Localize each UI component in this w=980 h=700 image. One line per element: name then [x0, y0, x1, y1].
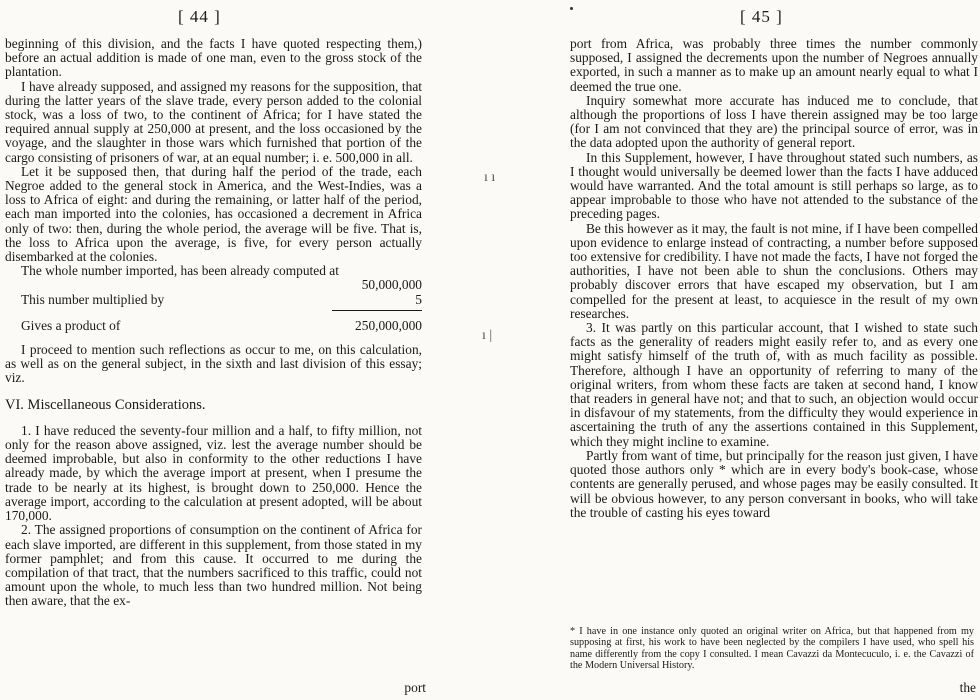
calc-value: 5 — [415, 291, 422, 307]
section-heading: VI. Miscellaneous Considerations. — [5, 396, 206, 413]
footnote: * I have in one instance only quoted an original writer on Africa, but that happened from my supposing at first, his work to have been neglected by the compilers I have used, who spell his name differently from the copy I consulted. I mean Cavazzi da Montecuculo, i. e. the Cavazzi of the Modern Universal History. — [570, 626, 974, 672]
paragraph: The whole number imported, has been already computed at — [21, 263, 339, 279]
page-number-left: [ 44 ] — [178, 7, 221, 26]
calculation — [5, 278, 422, 333]
paragraph: 3. It was partly on this particular account, that I wished to state such facts as the generality of readers might easily refer to, and as every one might satisfy himself of the truth of, with as much facility as possible. Therefore, although I have an opportunity of referring to many of the original writers, from whom these facts are taken at second hand, I know that readers in general have not; and that to such, an objection would occur in disfavour of my statements, from the difficulty they would experience in ascertaining the truth of any the assertions contained in this Supplement, which they might incline to examine. — [570, 320, 978, 449]
paragraph: I have already supposed, and assigned my reasons for the supposition, that during the latter years of the slave trade, every person added to the colonial stock, was a loss of two, to the continent of Africa; for I have stated the required annual supply at 250,000 at present, and the loss occasioned by the voyage, and the slaughter in those wars which furnished that portion of the cargo consisting of prisoners of war, at an equal number; i. e. 500,000 in all. — [5, 78, 422, 165]
paragraph: In this Supplement, however, I have throughout stated such numbers, as I thought would universally be deemed lower than the facts I have adduced would have warranted. And the total amount is still perhaps so large, as to appear improbable to those who have not attended to the substance of the preceding pages. — [570, 149, 978, 222]
page-number-right: [ 45 ] — [740, 7, 783, 26]
paragraph: 2. The assigned proportions of consumption on the continent of Africa for each slave imported, are different in this supplement, from those stated in my former pamphlet; and from this cause. It occurred to me during the compilation of that tract, that the numbers sacrificed to this traffic, could not amount upon the whole, to much less than two hundred million. Not being then aware, that the ex- — [5, 522, 422, 609]
calc-value: 50,000,000 — [361, 277, 422, 293]
paragraph: 1. I have reduced the seventy-four million and a half, to fifty million, not only for the reason above assigned, viz. lest the average number should be deemed improbable, but also in conformity to the other reductions I have already made, by which the average import at present, when I presume the trade to be nearly at its highest, is brought down to 250,000. Hence the average import, according to the calculation at present adopted, will be about 170,000. — [5, 422, 422, 524]
paragraph: I proceed to mention such reflections as occur to me, on this calculation, as well as on the general subject, in the sixth and last division of this essay; viz. — [5, 342, 422, 386]
catchword-left: port — [404, 680, 426, 695]
paragraph: port from Africa, was probably three times the number commonly supposed, I assigned the decrements upon the number of Negroes annually exported, in such a manner as to make up an amount nearly equal to what I deemed the true one. — [570, 36, 978, 94]
paragraph: Let it be supposed then, that during half the period of the trade, each Negroe added to the general stock in America, and the West-Indies, was a loss to Africa of eight: and during the remaining, or latter half of the period, each man imported into the colonies, has occasioned a decrement in Africa only of two: then, during the whole period, the average will be five. That is, the loss to Africa upon the average, is five, for every person actually disembarked at the colonies. — [5, 163, 422, 265]
paragraph: Inquiry somewhat more accurate has induced me to conclude, that although the proportions of loss I have therein assigned may be too large (for I am not convinced that they are) the principal source of error, was in the data adopted upon the authority of general report. — [570, 92, 978, 151]
calc-label: Gives a product of — [21, 317, 121, 333]
calc-label — [5, 278, 326, 292]
catchword-right: the — [959, 680, 976, 695]
right-page-text — [570, 37, 978, 520]
paragraph: Be this however as it may, the fault is not mine, if I have been compelled upon evidence to enlarge instead of contracting, a number before supposed too extensive for credibility. I have not made the facts, I have not forged the authorities, I have not been able to shun the conclusions. Others may probably discover errors that have escaped my observation, but I am compelled for the present at least, to acquiesce in the result of my own researches. — [570, 220, 978, 321]
gutter-mark: ı | — [482, 328, 493, 343]
right-page — [560, 0, 980, 700]
left-page — [0, 0, 430, 700]
paragraph: beginning of this division, and the facts I have quoted respecting them,) before an actual addition is made of one man, even to the gross stock of the plantation. — [5, 36, 422, 80]
calc-value: 250,000,000 — [355, 317, 422, 333]
left-page-text — [5, 37, 422, 609]
gutter-mark: ı ı — [484, 170, 496, 185]
paragraph: Partly from want of time, but principally for the reason just given, I have quoted those authors only * which are in every body's book-case, whose contents are generally perused, and whose pages may be easily consulted. It will be obvious however, to any person conversant in books, who will take the trouble of casting his eyes toward — [570, 447, 978, 520]
calc-label: This number multiplied by — [21, 291, 165, 307]
